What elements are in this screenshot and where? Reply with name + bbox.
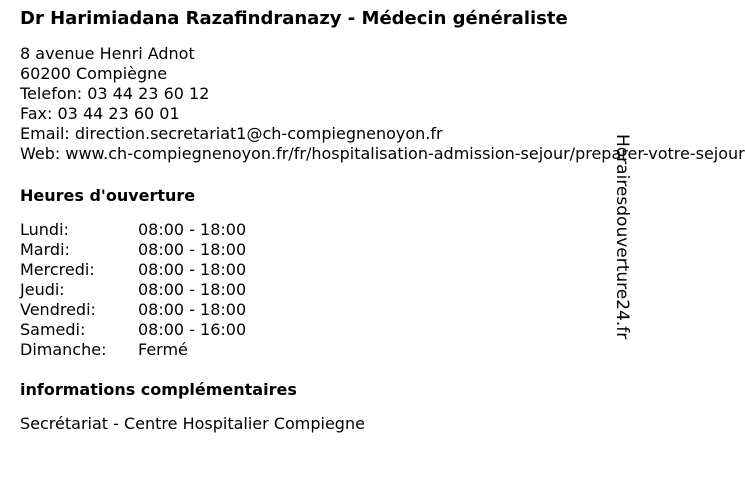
hours-row-saturday [20,320,592,340]
phone-label: Telefon: [20,84,83,103]
day-hours: 08:00 - 18:00 [138,280,247,299]
day-label: Mercredi: [20,260,95,279]
phone-line [20,84,592,104]
street-address: 8 avenue Henri Adnot [20,44,195,63]
hours-row-tuesday [20,240,592,260]
day-label: Lundi: [20,220,69,239]
contact-block [20,44,745,164]
day-hours: 08:00 - 18:00 [138,300,247,319]
web-line [20,144,745,164]
hours-row-friday [20,300,592,320]
day-hours: 08:00 - 18:00 [138,220,247,239]
email-link[interactable]: direction.secretariat1@ch-compiegnenoyon.fr [74,124,443,143]
email-label: Email: [20,124,70,143]
day-hours: 08:00 - 18:00 [138,260,247,279]
day-hours: Fermé [138,340,188,359]
hours-row-sunday [20,340,592,360]
additional-info-text: Secrétariat - Centre Hospitalier Compiegne [20,414,365,433]
fax-number: 03 44 23 60 01 [57,104,180,123]
additional-info-heading: informations complémentaires [20,380,297,399]
day-hours: 08:00 - 18:00 [138,240,247,259]
hours-row-monday [20,220,592,240]
day-label: Jeudi: [20,280,65,299]
city-postcode: 60200 Compiègne [20,64,168,83]
web-label: Web: [20,144,61,163]
hours-row-thursday [20,280,592,300]
hours-row-wednesday [20,260,592,280]
fax-label: Fax: [20,104,53,123]
day-label: Dimanche: [20,340,107,359]
site-watermark: Horairesdouverture24.fr [612,134,632,340]
opening-hours-table [20,220,592,360]
day-hours: 08:00 - 16:00 [138,320,247,339]
phone-link[interactable]: 03 44 23 60 12 [87,84,210,103]
opening-hours-heading: Heures d'ouverture [20,186,196,205]
day-label: Samedi: [20,320,86,339]
page-title: Dr Harimiadana Razafindranazy - Médecin généraliste [20,8,568,29]
day-label: Vendredi: [20,300,96,319]
day-label: Mardi: [20,240,70,259]
fax-line [20,104,592,124]
email-line [20,124,592,144]
website-link[interactable]: www.ch-compiegnenoyon.fr/fr/hospitalisation-admission-sejour/preparer-votre-sejour [65,144,745,163]
